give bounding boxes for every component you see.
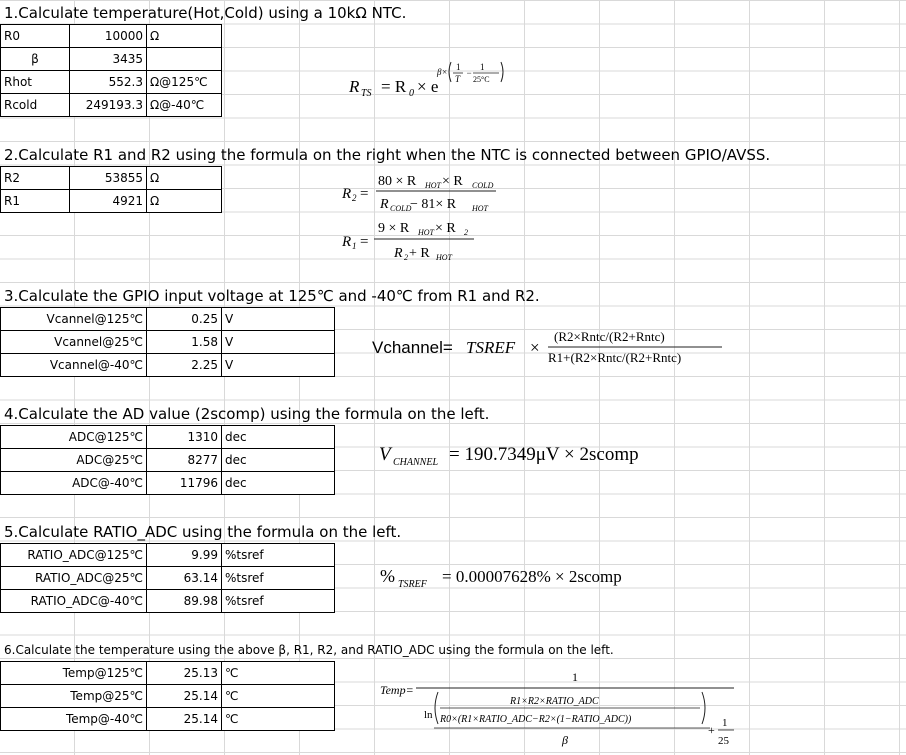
label-cell[interactable]: Rhot <box>1 71 70 94</box>
table-row <box>1 590 335 613</box>
r1-formula <box>338 218 488 266</box>
unit-cell[interactable]: Ω <box>147 190 222 213</box>
section5-table <box>0 543 335 613</box>
table-row <box>1 708 335 731</box>
table-row <box>1 331 335 354</box>
value-cell[interactable]: 552.3 <box>70 71 147 94</box>
value-cell[interactable]: 1.58 <box>147 331 222 354</box>
unit-cell[interactable]: Ω@-40℃ <box>147 94 222 117</box>
section3-title: 3.Calculate the GPIO input voltage at 125℃ and -40℃ from R1 and R2. <box>4 287 540 305</box>
formula-lhs: % <box>380 566 395 586</box>
formula-exp-T: T <box>455 74 461 84</box>
label-cell[interactable]: R2 <box>1 167 70 190</box>
formula-num: (R2×Rntc/(R2+Rntc) <box>554 329 665 344</box>
label-cell[interactable]: RATIO_ADC@125℃ <box>1 544 147 567</box>
value-cell[interactable]: 9.99 <box>147 544 222 567</box>
formula-den-mid: − 81× R <box>410 197 457 212</box>
section6-title: 6.Calculate the temperature using the above β, R1, R2, and RATIO_ADC using the formula on the left. <box>4 643 614 657</box>
unit-cell[interactable]: %tsref <box>222 590 335 613</box>
table-row <box>1 48 222 71</box>
formula-den: R <box>394 246 403 261</box>
label-cell[interactable]: β <box>1 48 70 71</box>
section2-title: 2.Calculate R1 and R2 using the formula on the right when the NTC is connected between GPIO/AVSS. <box>4 146 771 164</box>
formula-times: × <box>530 338 540 357</box>
formula-inner-num: R1×R2×RATIO_ADC <box>510 696 599 707</box>
formula-den-sub2: HOT <box>472 204 489 213</box>
formula-lhs: R <box>349 77 360 96</box>
value-cell[interactable]: 53855 <box>70 167 147 190</box>
label-cell[interactable]: Temp@125℃ <box>1 662 147 685</box>
formula-den: R <box>380 197 389 212</box>
value-cell[interactable]: 89.98 <box>147 590 222 613</box>
formula-lhs: V <box>379 444 391 465</box>
table-row <box>1 449 335 472</box>
label-cell[interactable]: Vcannel@125℃ <box>1 308 147 331</box>
value-cell[interactable]: 11796 <box>147 472 222 495</box>
table-row <box>1 567 335 590</box>
value-cell[interactable]: 0.25 <box>147 308 222 331</box>
unit-cell[interactable]: %tsref <box>222 567 335 590</box>
unit-cell[interactable]: V <box>222 331 335 354</box>
formula-den-sub1: 2 <box>404 253 408 262</box>
formula-exp-one-a: 1 <box>456 62 461 72</box>
formula-tsref: TSREF <box>466 338 516 357</box>
ntc-formula <box>345 52 515 102</box>
formula-den-sub2: HOT <box>436 253 453 262</box>
label-cell[interactable]: Temp@-40℃ <box>1 708 147 731</box>
table-row <box>1 544 335 567</box>
label-cell[interactable]: ADC@25℃ <box>1 449 147 472</box>
section4-table <box>0 425 335 495</box>
formula-lhs: R <box>342 234 352 250</box>
label-cell[interactable]: ADC@-40℃ <box>1 472 147 495</box>
formula-rhs: = 0.00007628% × 2scomp <box>442 567 622 586</box>
unit-cell[interactable] <box>147 48 222 71</box>
unit-cell[interactable]: %tsref <box>222 544 335 567</box>
formula-frac-one: 1 <box>722 717 728 729</box>
adc-formula <box>375 440 675 474</box>
formula-num-sub1: HOT <box>418 228 435 237</box>
svg-text:=: = <box>360 234 369 250</box>
formula-num: 9 × R <box>378 221 410 236</box>
label-cell[interactable]: Rcold <box>1 94 70 117</box>
formula-lhs-sub: TS <box>361 88 372 99</box>
value-cell[interactable]: 63.14 <box>147 567 222 590</box>
section3-table <box>0 307 335 377</box>
formula-num: 80 × R <box>378 174 417 189</box>
value-cell[interactable]: 3435 <box>70 48 147 71</box>
unit-cell[interactable]: dec <box>222 426 335 449</box>
formula-eq: = R <box>381 77 407 96</box>
unit-cell[interactable]: ℃ <box>222 685 335 708</box>
table-row <box>1 472 335 495</box>
unit-cell[interactable]: dec <box>222 472 335 495</box>
value-cell[interactable]: 8277 <box>147 449 222 472</box>
table-row <box>1 426 335 449</box>
value-cell[interactable]: 4921 <box>70 190 147 213</box>
label-cell[interactable]: R0 <box>1 25 70 48</box>
unit-cell[interactable]: dec <box>222 449 335 472</box>
section5-title: 5.Calculate RATIO_ADC using the formula on the left. <box>4 523 402 541</box>
formula-frac-25: 25 <box>718 735 729 747</box>
value-cell[interactable]: 249193.3 <box>70 94 147 117</box>
formula-lhs: R <box>342 186 352 202</box>
table-row <box>1 94 222 117</box>
unit-cell[interactable]: Ω@125℃ <box>147 71 222 94</box>
section2-table <box>0 166 222 213</box>
formula-exp-25: 25°C <box>473 75 490 84</box>
r2-formula <box>338 168 508 218</box>
unit-cell[interactable]: ℃ <box>222 662 335 685</box>
table-row <box>1 308 335 331</box>
formula-rhs: = 190.7349μV × 2scomp <box>449 444 639 465</box>
formula-den-sub1: COLD <box>390 204 412 213</box>
vchannel-formula <box>370 325 730 369</box>
formula-lhs-sub: CHANNEL <box>393 457 439 468</box>
formula-num-mid: × R <box>442 174 463 189</box>
unit-cell[interactable]: V <box>222 354 335 377</box>
formula-exp-one-b: 1 <box>480 62 485 72</box>
formula-num-sub2: 2 <box>464 228 468 237</box>
label-cell[interactable]: Temp@25℃ <box>1 685 147 708</box>
value-cell[interactable]: 1310 <box>147 426 222 449</box>
formula-lhs: Vchannel= <box>372 338 453 357</box>
formula-inner-den: R0×(R1×RATIO_ADC−R2×(1−RATIO_ADC)) <box>440 714 632 725</box>
formula-lhs-sub: 1 <box>352 241 357 251</box>
formula-ln: ln <box>424 709 433 721</box>
formula-den-mid: + R <box>409 246 430 261</box>
formula-times-e: × e <box>417 77 439 96</box>
table-row <box>1 25 222 48</box>
formula-exp-beta: β× <box>437 67 448 77</box>
unit-cell[interactable]: V <box>222 308 335 331</box>
unit-cell[interactable]: ℃ <box>222 708 335 731</box>
table-row <box>1 190 222 213</box>
label-cell[interactable]: ADC@125℃ <box>1 426 147 449</box>
table-row <box>1 167 222 190</box>
table-row <box>1 71 222 94</box>
value-cell[interactable]: 2.25 <box>147 354 222 377</box>
formula-num-sub2: COLD <box>472 181 494 190</box>
section6-table <box>0 661 335 731</box>
table-row <box>1 685 335 708</box>
table-row <box>1 354 335 377</box>
formula-num-sub1: HOT <box>425 181 442 190</box>
section4-title: 4.Calculate the AD value (2scomp) using the formula on the left. <box>4 405 490 423</box>
label-cell[interactable]: Vcannel@25℃ <box>1 331 147 354</box>
section1-table <box>0 24 222 117</box>
label-cell[interactable]: RATIO_ADC@-40℃ <box>1 590 147 613</box>
temp-formula <box>378 666 738 752</box>
value-cell[interactable]: 25.14 <box>147 685 222 708</box>
value-cell[interactable]: 25.13 <box>147 662 222 685</box>
formula-num-mid: × R <box>435 221 456 236</box>
unit-cell[interactable]: Ω <box>147 167 222 190</box>
formula-beta: β <box>562 733 568 747</box>
formula-den: R1+(R2×Rntc/(R2+Rntc) <box>548 350 682 365</box>
value-cell[interactable]: 10000 <box>70 25 147 48</box>
formula-lhs-sub: 2 <box>352 193 357 203</box>
table-row <box>1 662 335 685</box>
formula-plus: + <box>708 723 715 737</box>
svg-text:=: = <box>360 186 369 202</box>
label-cell[interactable]: R1 <box>1 190 70 213</box>
formula-exp-minus: − <box>466 68 473 78</box>
formula-lhs: Temp= <box>380 683 414 697</box>
label-cell[interactable]: Vcannel@-40℃ <box>1 354 147 377</box>
unit-cell[interactable]: Ω <box>147 25 222 48</box>
formula-lhs-sub: TSREF <box>398 579 427 590</box>
formula-one: 1 <box>572 670 578 684</box>
section1-title: 1.Calculate temperature(Hot,Cold) using a 10kΩ NTC. <box>4 4 407 22</box>
label-cell[interactable]: RATIO_ADC@25℃ <box>1 567 147 590</box>
formula-r0-sub: 0 <box>409 88 414 99</box>
ratio-formula <box>378 564 678 594</box>
value-cell[interactable]: 25.14 <box>147 708 222 731</box>
